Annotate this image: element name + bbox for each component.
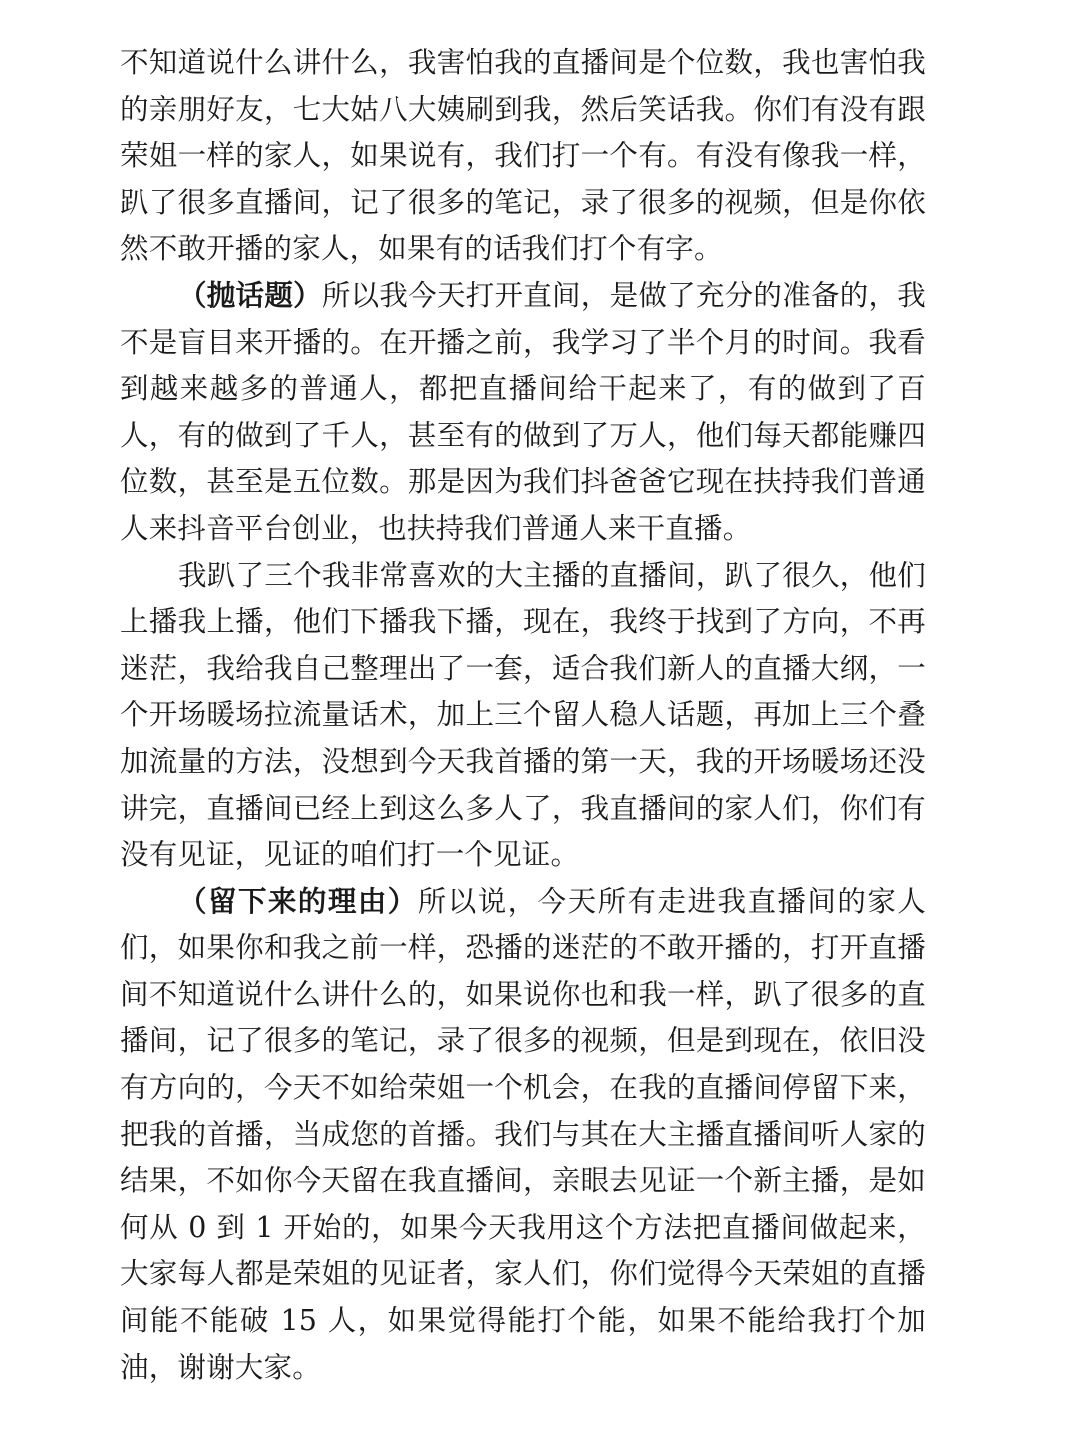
paragraph-3 bbox=[120, 553, 926, 879]
section-heading-topic: （抛话题） bbox=[178, 278, 322, 312]
paragraph-text: 所以我今天打开直间，是做了充分的准备的，我不是盲目来开播的。在开播之前，我学习了半个月的时间。我看到越来越多的普通人，都把直播间给干起来了，有的做到了百人，有的做到了千人，甚至有的做到了万人，他们每天都能赚四位数，甚至是五位数。那是因为我们抖爸爸它现在扶持我们普通人来抖音平台创业，也扶持我们普通人来干直播。 bbox=[120, 278, 926, 545]
paragraph-1 bbox=[120, 40, 926, 273]
paragraph-4 bbox=[120, 879, 926, 1392]
paragraph-text: 我趴了三个我非常喜欢的大主播的直播间，趴了很久，他们上播我上播，他们下播我下播，现在，我终于找到了方向，不再迷茫，我给我自己整理出了一套，适合我们新人的直播大纲，一个开场暖场拉流量话术，加上三个留人稳人话题，再加上三个叠加流量的方法，没想到今天我首播的第一天，我的开场暖场还没讲完，直播间已经上到这么多人了，我直播间的家人们，你们有没有见证，见证的咱们打一个见证。 bbox=[120, 558, 926, 872]
paragraph-2 bbox=[120, 273, 926, 553]
paragraph-text: 所以说，今天所有走进我直播间的家人们，如果你和我之前一样，恐播的迷茫的不敢开播的，打开直播间不知道说什么讲什么的，如果说你也和我一样，趴了很多的直播间，记了很多的笔记，录了很多的视频，但是到现在，依旧没有方向的，今天不如给荣姐一个机会，在我的直播间停留下来，把我的首播，当成您的首播。我们与其在大主播直播间听人家的结果，不如你今天留在我直播间，亲眼去见证一个新主播，是如何从 0 到 1 开始的，如果今天我用这个方法把直播间做起来，大家每人都是荣姐的见证者，家人们，你们觉得今天荣姐的直播间能不能破 15 人，如果觉得能打个能，如果不能给我打个加油，谢谢大家。 bbox=[120, 884, 926, 1384]
section-heading-reason: （留下来的理由） bbox=[178, 884, 418, 918]
document-body bbox=[120, 40, 926, 1391]
paragraph-text: 不知道说什么讲什么，我害怕我的直播间是个位数，我也害怕我的亲朋好友，七大姑八大姨刷到我，然后笑话我。你们有没有跟荣姐一样的家人，如果说有，我们打一个有。有没有像我一样，趴了很多直播间，记了很多的笔记，录了很多的视频，但是你依然不敢开播的家人，如果有的话我们打个有字。 bbox=[120, 46, 926, 266]
